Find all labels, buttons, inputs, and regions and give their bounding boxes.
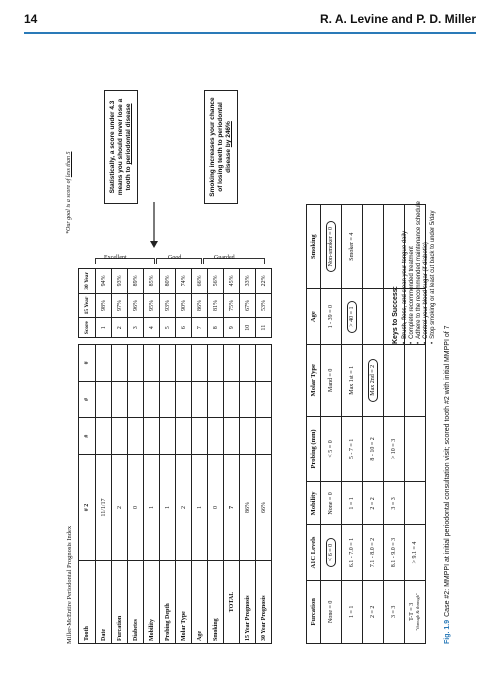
score-header: 15 Year (79, 293, 96, 318)
cell (96, 418, 112, 455)
table-row (176, 345, 192, 644)
page-number: 14 (24, 12, 38, 26)
cell: 93% (112, 269, 128, 294)
row-label: Age (192, 561, 208, 644)
cell: 96% (128, 293, 144, 318)
cell: None = 0 (321, 580, 342, 643)
cell (96, 345, 112, 382)
row-label: 30 Year Prognosis (256, 561, 272, 644)
cell (144, 345, 160, 382)
cell: 66% (256, 455, 272, 561)
table-row (192, 269, 208, 338)
cell: 7 (224, 455, 240, 561)
page-header (24, 10, 476, 34)
row-label: Date (96, 561, 112, 644)
guarded-label: Guarded (214, 255, 235, 261)
selected-value-oval: < 6 = 0 (326, 538, 336, 567)
table-row (307, 205, 321, 644)
cell: 22% (256, 269, 272, 294)
cell (144, 418, 160, 455)
table-row (192, 345, 208, 644)
statistics-callout: Statistically, a score under 4.3 means you should never lose a tooth to periodontal disease (104, 90, 138, 204)
selected-value-oval: Non-smoker = 0 (326, 221, 336, 272)
cell (256, 345, 272, 382)
cell: 3 = 3 (384, 482, 405, 525)
cell (240, 418, 256, 455)
good-label: Good (168, 255, 182, 261)
cell: 8 (208, 318, 224, 338)
list-item: • Brush, floss, and clean your tongue daily (402, 84, 409, 344)
cell: 8.1 - 9.0 = 3 (384, 525, 405, 580)
cell: 81% (208, 293, 224, 318)
cell: 2 (176, 455, 192, 561)
cell: 10 (240, 318, 256, 338)
excellent-label: Excellent (104, 255, 127, 261)
cell (363, 345, 384, 417)
cell (160, 381, 176, 418)
cell: 98% (96, 293, 112, 318)
cell (176, 345, 192, 382)
cell: 11 (256, 318, 272, 338)
cell: 95% (144, 293, 160, 318)
cell: 45% (224, 269, 240, 294)
key-header: Smoking (307, 205, 321, 289)
cell: 3 = 3 (384, 580, 405, 643)
table-row (160, 269, 176, 338)
table-row (321, 205, 342, 644)
table-row (112, 345, 128, 644)
cell: > 9.1 = 4 (405, 525, 426, 580)
cell (240, 345, 256, 382)
cell: 2 (112, 455, 128, 561)
row-label: Diabetes (128, 561, 144, 644)
cell: 5 - 7 = 1 (342, 416, 363, 482)
rotated-figure (64, 72, 464, 644)
table-row (224, 345, 240, 644)
table-row (224, 269, 240, 338)
key-header: Mobility (307, 482, 321, 525)
cell: 94% (96, 269, 112, 294)
running-head-authors: R. A. Levine and P. D. Miller (319, 12, 476, 26)
cell: 85% (144, 269, 160, 294)
cell: 11/1/17 (96, 455, 112, 561)
cell: 5 (160, 318, 176, 338)
cell: 1 (96, 318, 112, 338)
selected-value-oval: Max 2nd = 2 (368, 359, 378, 402)
keys-to-success-title: Keys to Success: (392, 286, 399, 344)
cell (128, 345, 144, 382)
cell: Max 1st = 1 (342, 345, 363, 417)
cell: Smoker = 4 (342, 205, 363, 289)
cell: 33% (240, 269, 256, 294)
cell (208, 418, 224, 455)
keys-to-success-list (402, 84, 437, 344)
cell: 7 (192, 318, 208, 338)
callout-emphasis: periodontal disease (125, 103, 132, 165)
table-row (256, 345, 272, 644)
cell: 56% (208, 269, 224, 294)
row-label: Mobility (144, 561, 160, 644)
cell: 9 (224, 318, 240, 338)
cell: None = 0 (321, 482, 342, 525)
table-row (144, 345, 160, 644)
cell (128, 418, 144, 455)
table-row (79, 269, 96, 338)
cell: 8 - 10 = 2 (363, 416, 384, 482)
table-row (128, 345, 144, 644)
table-row (208, 345, 224, 644)
cell: 74% (176, 269, 192, 294)
key-header: Probing (mm) (307, 416, 321, 482)
cell: T-T = 3 "through & through" (405, 580, 426, 643)
cell (144, 381, 160, 418)
cell: 66% (192, 269, 208, 294)
cell (208, 381, 224, 418)
cell (192, 418, 208, 455)
goal-emphasis: less than 5 (66, 151, 72, 178)
cell (405, 345, 426, 417)
cell (224, 381, 240, 418)
cell (176, 418, 192, 455)
callout-emphasis: by 246% (225, 121, 232, 148)
cell (321, 205, 342, 289)
table-row (240, 345, 256, 644)
list-item: • Control your blood sugar (if diabetic) (423, 84, 430, 344)
cell (160, 345, 176, 382)
row-label: Smoking (208, 561, 224, 644)
cell (128, 381, 144, 418)
goal-note: *Our goal is a score of less than 5 (66, 151, 72, 234)
list-item: • Complete recommended treatment (409, 84, 416, 344)
cell: 1 (144, 455, 160, 561)
table-row (96, 345, 112, 644)
figure-label: Fig. 1.9 (444, 619, 451, 644)
cell (112, 418, 128, 455)
cell (384, 345, 405, 417)
cell (240, 381, 256, 418)
score-table (78, 268, 272, 338)
table-row (144, 269, 160, 338)
cell: 7.1 - 8.0 = 2 (363, 525, 384, 580)
cell (224, 345, 240, 382)
cell: 90% (176, 293, 192, 318)
cell (363, 205, 384, 289)
cell: 1 = 1 (342, 580, 363, 643)
cell: 93% (160, 293, 176, 318)
cell: 89% (128, 269, 144, 294)
cell: 1 (192, 455, 208, 561)
cell (96, 381, 112, 418)
cell (342, 289, 363, 345)
cell (192, 381, 208, 418)
cell: 86% (192, 293, 208, 318)
prognosis-table (78, 344, 272, 644)
table-row (256, 269, 272, 338)
key-header: Age (307, 289, 321, 345)
cell (192, 345, 208, 382)
row-label: Probing Depth (160, 561, 176, 644)
list-item: • Stop smoking or at least cut back to under 5/day (430, 84, 437, 344)
row-label: 15 Year Prognosis (240, 561, 256, 644)
tooth-col-1: # 2 (79, 455, 96, 561)
cell: 53% (256, 293, 272, 318)
key-header: Molar Type (307, 345, 321, 417)
cell: 67% (240, 293, 256, 318)
table-row (79, 345, 96, 644)
table-row (96, 269, 112, 338)
score-header: 30 Year (79, 269, 96, 294)
table-row (176, 269, 192, 338)
cell (256, 418, 272, 455)
cell: 80% (160, 269, 176, 294)
cell: 2 = 2 (363, 482, 384, 525)
table-row (240, 269, 256, 338)
cell: 2 (112, 318, 128, 338)
cell: 0 (128, 455, 144, 561)
cell (405, 416, 426, 482)
through-note: "through & through" (415, 593, 420, 631)
cell (224, 418, 240, 455)
cell (112, 381, 128, 418)
cell: 1 = 1 (342, 482, 363, 525)
selected-value-oval: > 40 = 1 (347, 301, 357, 333)
cell (176, 381, 192, 418)
cell: 75% (224, 293, 240, 318)
cell: 1 - 39 = 0 (321, 289, 342, 345)
cell: 6 (176, 318, 192, 338)
key-header: Furcation (307, 580, 321, 643)
table-row (160, 345, 176, 644)
cell: 6.1 - 7.0 = 1 (342, 525, 363, 580)
cell (208, 345, 224, 382)
cell: Mand = 0 (321, 345, 342, 417)
tooth-header: Tooth (79, 561, 96, 644)
cell: 0 (208, 455, 224, 561)
score-header: Score (79, 318, 96, 338)
table-row (112, 269, 128, 338)
arrow-icon (148, 202, 160, 248)
cell: 3 (128, 318, 144, 338)
caption-text: Case #2: MMPPI at initial periodontal consultation visit; scored tooth #2 with initial MMPPI of 7 (444, 325, 451, 617)
cell (112, 345, 128, 382)
tooth-col-3: # (79, 381, 96, 418)
cell (321, 525, 342, 580)
cell (363, 289, 384, 345)
tooth-col-2: # (79, 418, 96, 455)
cell: 86% (240, 455, 256, 561)
row-label: TOTAL (224, 561, 240, 644)
table-row (363, 205, 384, 644)
cell: 1 (160, 455, 176, 561)
tooth-col-4: # (79, 345, 96, 382)
table-row (342, 205, 363, 644)
cell: 2 = 2 (363, 580, 384, 643)
cell: 97% (112, 293, 128, 318)
cell: 4 (144, 318, 160, 338)
smoking-callout: Smoking increases your chance of losing teeth to periodontal disease by 246% (204, 90, 238, 204)
key-header: A1C Levels (307, 525, 321, 580)
table-row (208, 269, 224, 338)
table-row (128, 269, 144, 338)
table-title: Miller-McEntire Periodontal Prognosis Index (66, 525, 73, 644)
figure-caption (444, 72, 451, 644)
cell: < 5 = 0 (321, 416, 342, 482)
cell (256, 381, 272, 418)
row-label: Molar Type (176, 561, 192, 644)
cell (160, 418, 176, 455)
cell: > 10 = 3 (384, 416, 405, 482)
cell (405, 482, 426, 525)
row-label: Furcation (112, 561, 128, 644)
list-item: • Adhere to the recommended maintenance schedule (416, 84, 423, 344)
